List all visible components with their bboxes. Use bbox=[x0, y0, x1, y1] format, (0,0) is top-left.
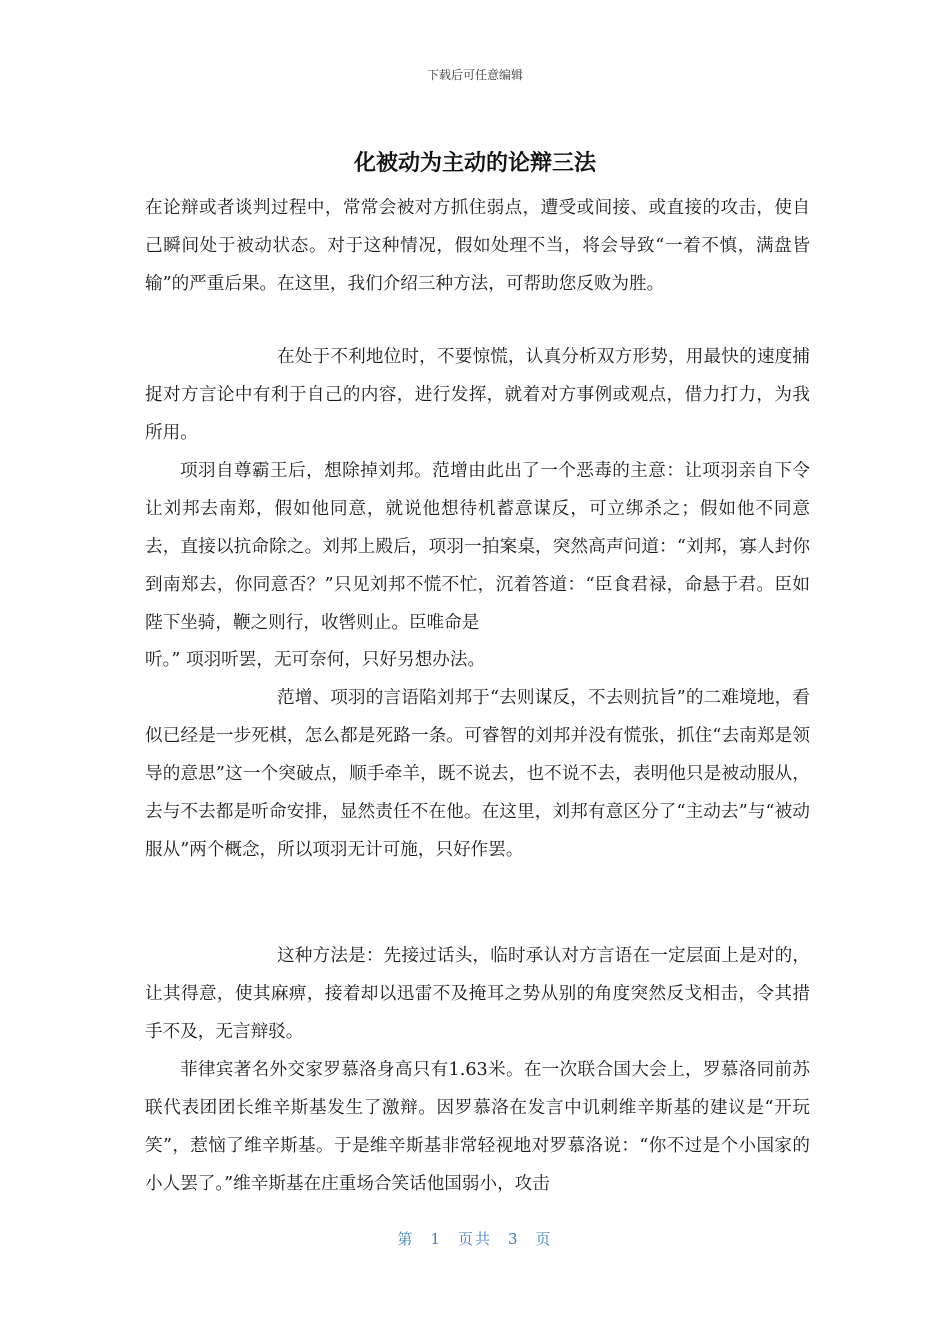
footer-middle: 页共 bbox=[457, 1230, 492, 1248]
header-note: 下载后可任意编辑 bbox=[426, 68, 523, 82]
paragraph-story-romulo: 菲律宾著名外交家罗慕洛身高只有1.63米。在一次联合国大会上，罗慕洛同前苏联代表团团长维辛斯基发生了激辩。因罗慕洛在发言中讥刺维辛斯基的建议是“开玩笑”，惹恼了维辛斯基。于是维辛斯基非常轻视地对罗慕洛说：“你不过是个小国家的小人罢了。”维辛斯基在庄重场合笑话他国弱小，攻击 bbox=[145, 1060, 810, 1194]
footer-prefix: 第 bbox=[397, 1230, 415, 1248]
footer-current-page: 1 bbox=[430, 1230, 442, 1248]
paragraph-story-liubang-end: 听。” 项羽听罢，无可奈何，只好另想办法。 bbox=[145, 650, 486, 670]
document-title: 化被动为主动的论辩三法 bbox=[353, 151, 596, 176]
paragraph-story-liubang: 项羽自尊霸王后，想除掉刘邦。范增由此出了一个恶毒的主意：让项羽亲自下令让刘邦去南郑，假如他同意，就说他想待机蓄意谋反，可立绑杀之；假如他不同意去，直接以抗命除之。刘邦上殿后，项羽一拍案桌，突然高声问道：“刘邦，寡人封你到南郑去，你同意否？”只见刘邦不慌不忙，沉着答道：“臣食君禄，命悬于君。臣如陛下坐骑，鞭之则行，收辔则止。臣唯命是 bbox=[145, 461, 810, 633]
footer-suffix: 页 bbox=[535, 1230, 553, 1248]
paragraph-method-two: 这种方法是：先接过话头，临时承认对方言语在一定层面上是对的，让其得意，使其麻痹，接着却以迅雷不及掩耳之势从别的角度突然反戈相击，令其措手不及，无言辩驳。 bbox=[145, 946, 810, 1042]
paragraph-intro: 在论辩或者谈判过程中，常常会被对方抓住弱点，遭受或间接、或直接的攻击，使自己瞬间处于被动状态。对于这种情况，假如处理不当，将会导致“一着不慎，满盘皆输”的严重后果。在这里，我们介绍三种方法，可帮助您反败为胜。 bbox=[145, 198, 810, 294]
page-footer bbox=[0, 1228, 950, 1249]
footer-total-pages: 3 bbox=[508, 1230, 520, 1248]
paragraph-analysis-one: 范增、项羽的言语陷刘邦于“去则谋反，不去则抗旨”的二难境地，看似已经是一步死棋，怎么都是死路一条。可睿智的刘邦并没有慌张，抓住“去南郑是领导的意思”这一个突破点，顺手牵羊，既不说去，也不说不去，表明他只是被动服从，去与不去都是听命安排，显然责任不在他。在这里，刘邦有意区分了“主动去”与“被动服从”两个概念，所以项羽无计可施，只好作罢。 bbox=[145, 688, 810, 860]
paragraph-method-one: 在处于不利地位时，不要惊慌，认真分析双方形势，用最快的速度捕捉对方言论中有利于自己的内容，进行发挥，就着对方事例或观点，借力打力，为我所用。 bbox=[145, 347, 810, 443]
